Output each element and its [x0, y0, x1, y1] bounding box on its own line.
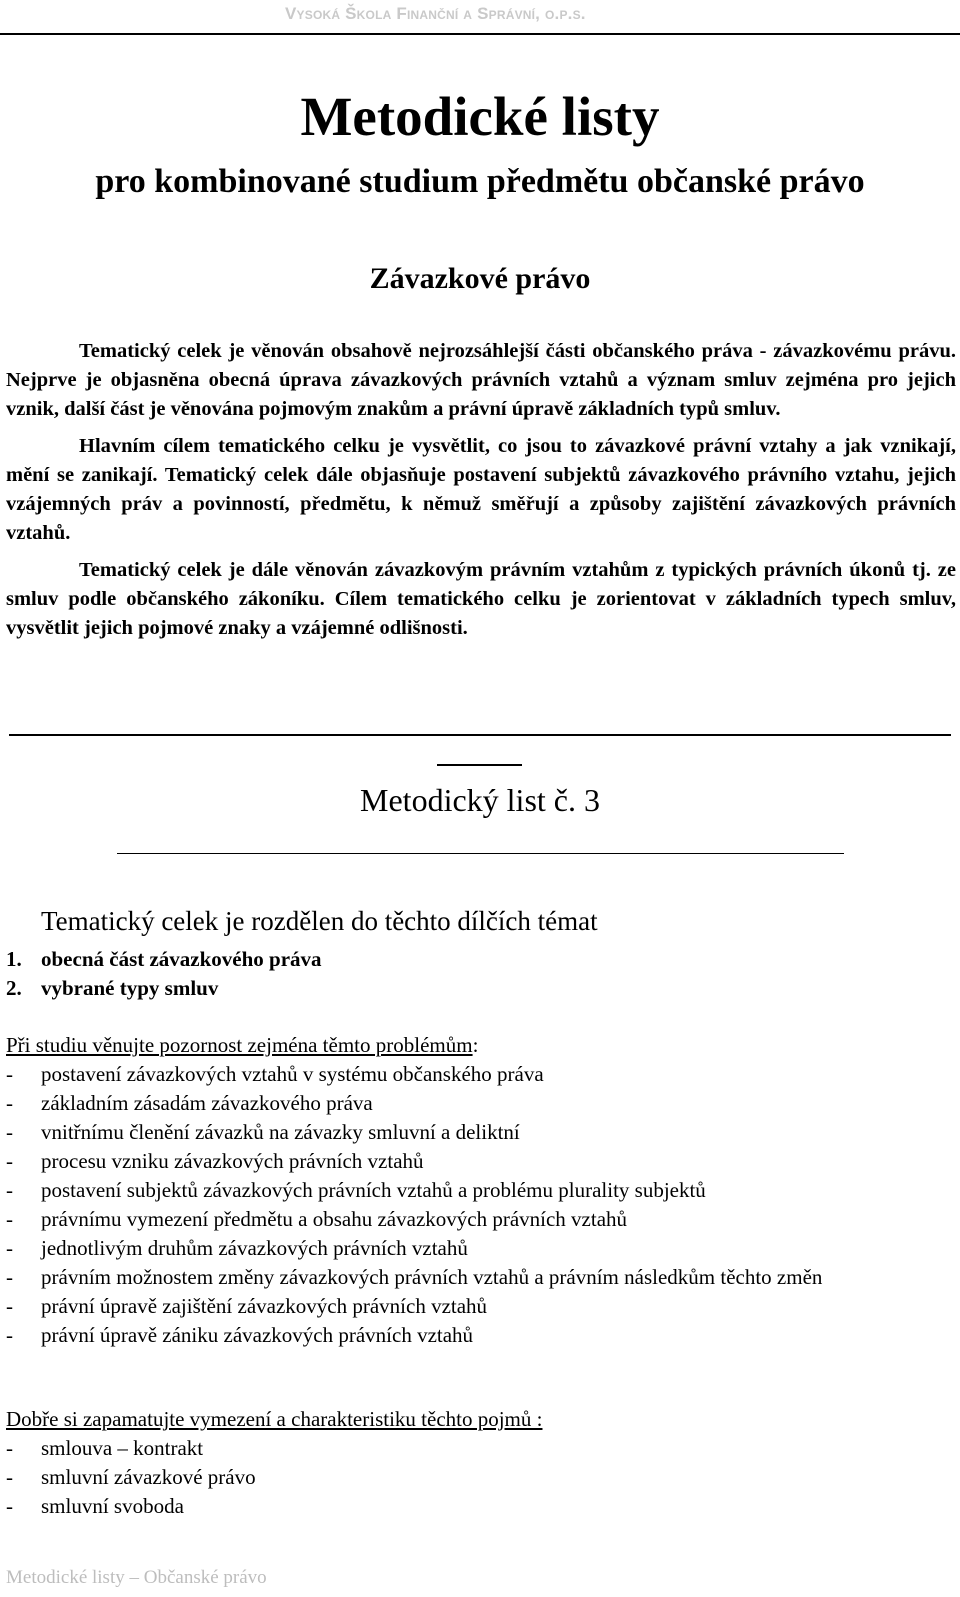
bullet-dash: - [6, 1436, 13, 1460]
item-text: smluvní závazkové právo [41, 1465, 256, 1489]
list-item [6, 1292, 956, 1321]
intro-paragraph: Tematický celek je dále věnován závazkovým právním vztahům z typických právních úkonů tj. ze smluv podle občanského zákoníku. Cílem tematického celku je zorientovat v základních typech smluv, vysvětlit jejich pojmové znaky a vzájemné odlišnosti. [6, 559, 956, 639]
page-footer: Metodické listy – Občanské právo [6, 1567, 267, 1588]
terms-list [6, 1434, 956, 1521]
list-item [6, 1492, 956, 1521]
list-item [6, 1176, 956, 1205]
item-text: smlouva – kontrakt [41, 1436, 204, 1460]
focus-heading: Při studiu věnujte pozornost zejména těmto problémům [6, 1033, 473, 1057]
bullet-dash: - [6, 1091, 13, 1115]
item-text: právní úpravě zajištění závazkových právních vztahů [41, 1294, 488, 1318]
bullet-dash: - [6, 1294, 13, 1318]
topics-list [6, 945, 322, 1003]
topics-heading: Tematický celek je rozdělen do těchto dílčích témat [41, 906, 598, 936]
sheet-divider [117, 853, 844, 854]
item-text: postavení subjektů závazkových právních vztahů a problému plurality subjektů [41, 1178, 706, 1202]
bullet-dash: - [6, 1178, 13, 1202]
bullet-dash: - [6, 1149, 13, 1173]
item-text: procesu vzniku závazkových právních vztahů [41, 1149, 424, 1173]
list-item [6, 1463, 956, 1492]
bullet-dash: - [6, 1465, 13, 1489]
list-item [6, 1321, 956, 1350]
bullet-dash: - [6, 1207, 13, 1231]
document-title: Metodické listy [300, 86, 660, 147]
intro-paragraph: Tematický celek je věnován obsahově nejrozsáhlejší části občanského práva - závazkovému právu. Nejprve je objasněna obecná úprava závazkových právních vztahů a význam smluv zejména pro jejich vznik, další část je věnována pojmovým znakům a právní úpravě základních typů smluv. [6, 340, 956, 420]
item-text: právní úpravě zániku závazkových právních vztahů [41, 1323, 474, 1347]
item-text: právnímu vymezení předmětu a obsahu závazkových právních vztahů [41, 1207, 628, 1231]
bullet-dash: - [6, 1062, 13, 1086]
list-item [6, 1234, 956, 1263]
list-item [6, 1060, 956, 1089]
bullet-dash: - [6, 1323, 13, 1347]
item-text: obecná část závazkového práva [41, 947, 322, 971]
focus-heading-line [6, 1031, 956, 1060]
intro-paragraph: Hlavním cílem tematického celku je vysvětlit, co jsou to závazkové právní vztahy a jak vznikají, mění se zanikají. Tematický celek dále objasňuje postavení subjektů závazkového právního vztahu, jejich vzájemných práv a povinností, předmětu, k němuž směřují a způsoby zajištění závazkových právních vztahů. [6, 435, 956, 544]
page-header [0, 0, 960, 38]
item-number: 2. [6, 976, 22, 1000]
terms-section [6, 1405, 956, 1521]
item-text: základním zásadám závazkového práva [41, 1091, 373, 1115]
list-item [6, 1118, 956, 1147]
document-subtitle: pro kombinované studium předmětu občanské právo [95, 163, 865, 200]
item-text: jednotlivým druhům závazkových právních vztahů [41, 1236, 468, 1260]
sheet-title: Metodický list č. 3 [360, 782, 600, 818]
focus-list [6, 1060, 956, 1350]
list-item [6, 1434, 956, 1463]
short-divider [437, 764, 522, 766]
item-text: právním možnostem změny závazkových právních vztahů a právním následkům těchto změn [41, 1265, 823, 1289]
list-item [6, 1147, 956, 1176]
focus-section [6, 1031, 956, 1350]
item-text: smluvní svoboda [41, 1494, 184, 1518]
institution-name: Vysoká Škola Finanční a Správní, o.p.s. [285, 4, 586, 23]
header-divider [0, 33, 960, 35]
item-text: postavení závazkových vztahů v systému občanského práva [41, 1062, 544, 1086]
bullet-dash: - [6, 1236, 13, 1260]
section-divider [9, 734, 951, 736]
item-text: vybrané typy smluv [41, 976, 219, 1000]
focus-heading-colon: : [472, 1033, 479, 1057]
list-item [6, 974, 322, 1003]
bullet-dash: - [6, 1265, 13, 1289]
item-number: 1. [6, 947, 22, 971]
list-item [6, 1263, 956, 1292]
section-title: Závazkové právo [369, 262, 591, 295]
intro-text [6, 337, 956, 651]
terms-heading: Dobře si zapamatujte vymezení a charakteristiku těchto pojmů : [6, 1407, 543, 1431]
item-text: vnitřnímu členění závazků na závazky smluvní a deliktní [41, 1120, 520, 1144]
bullet-dash: - [6, 1494, 13, 1518]
list-item [6, 945, 322, 974]
list-item [6, 1089, 956, 1118]
bullet-dash: - [6, 1120, 13, 1144]
list-item [6, 1205, 956, 1234]
